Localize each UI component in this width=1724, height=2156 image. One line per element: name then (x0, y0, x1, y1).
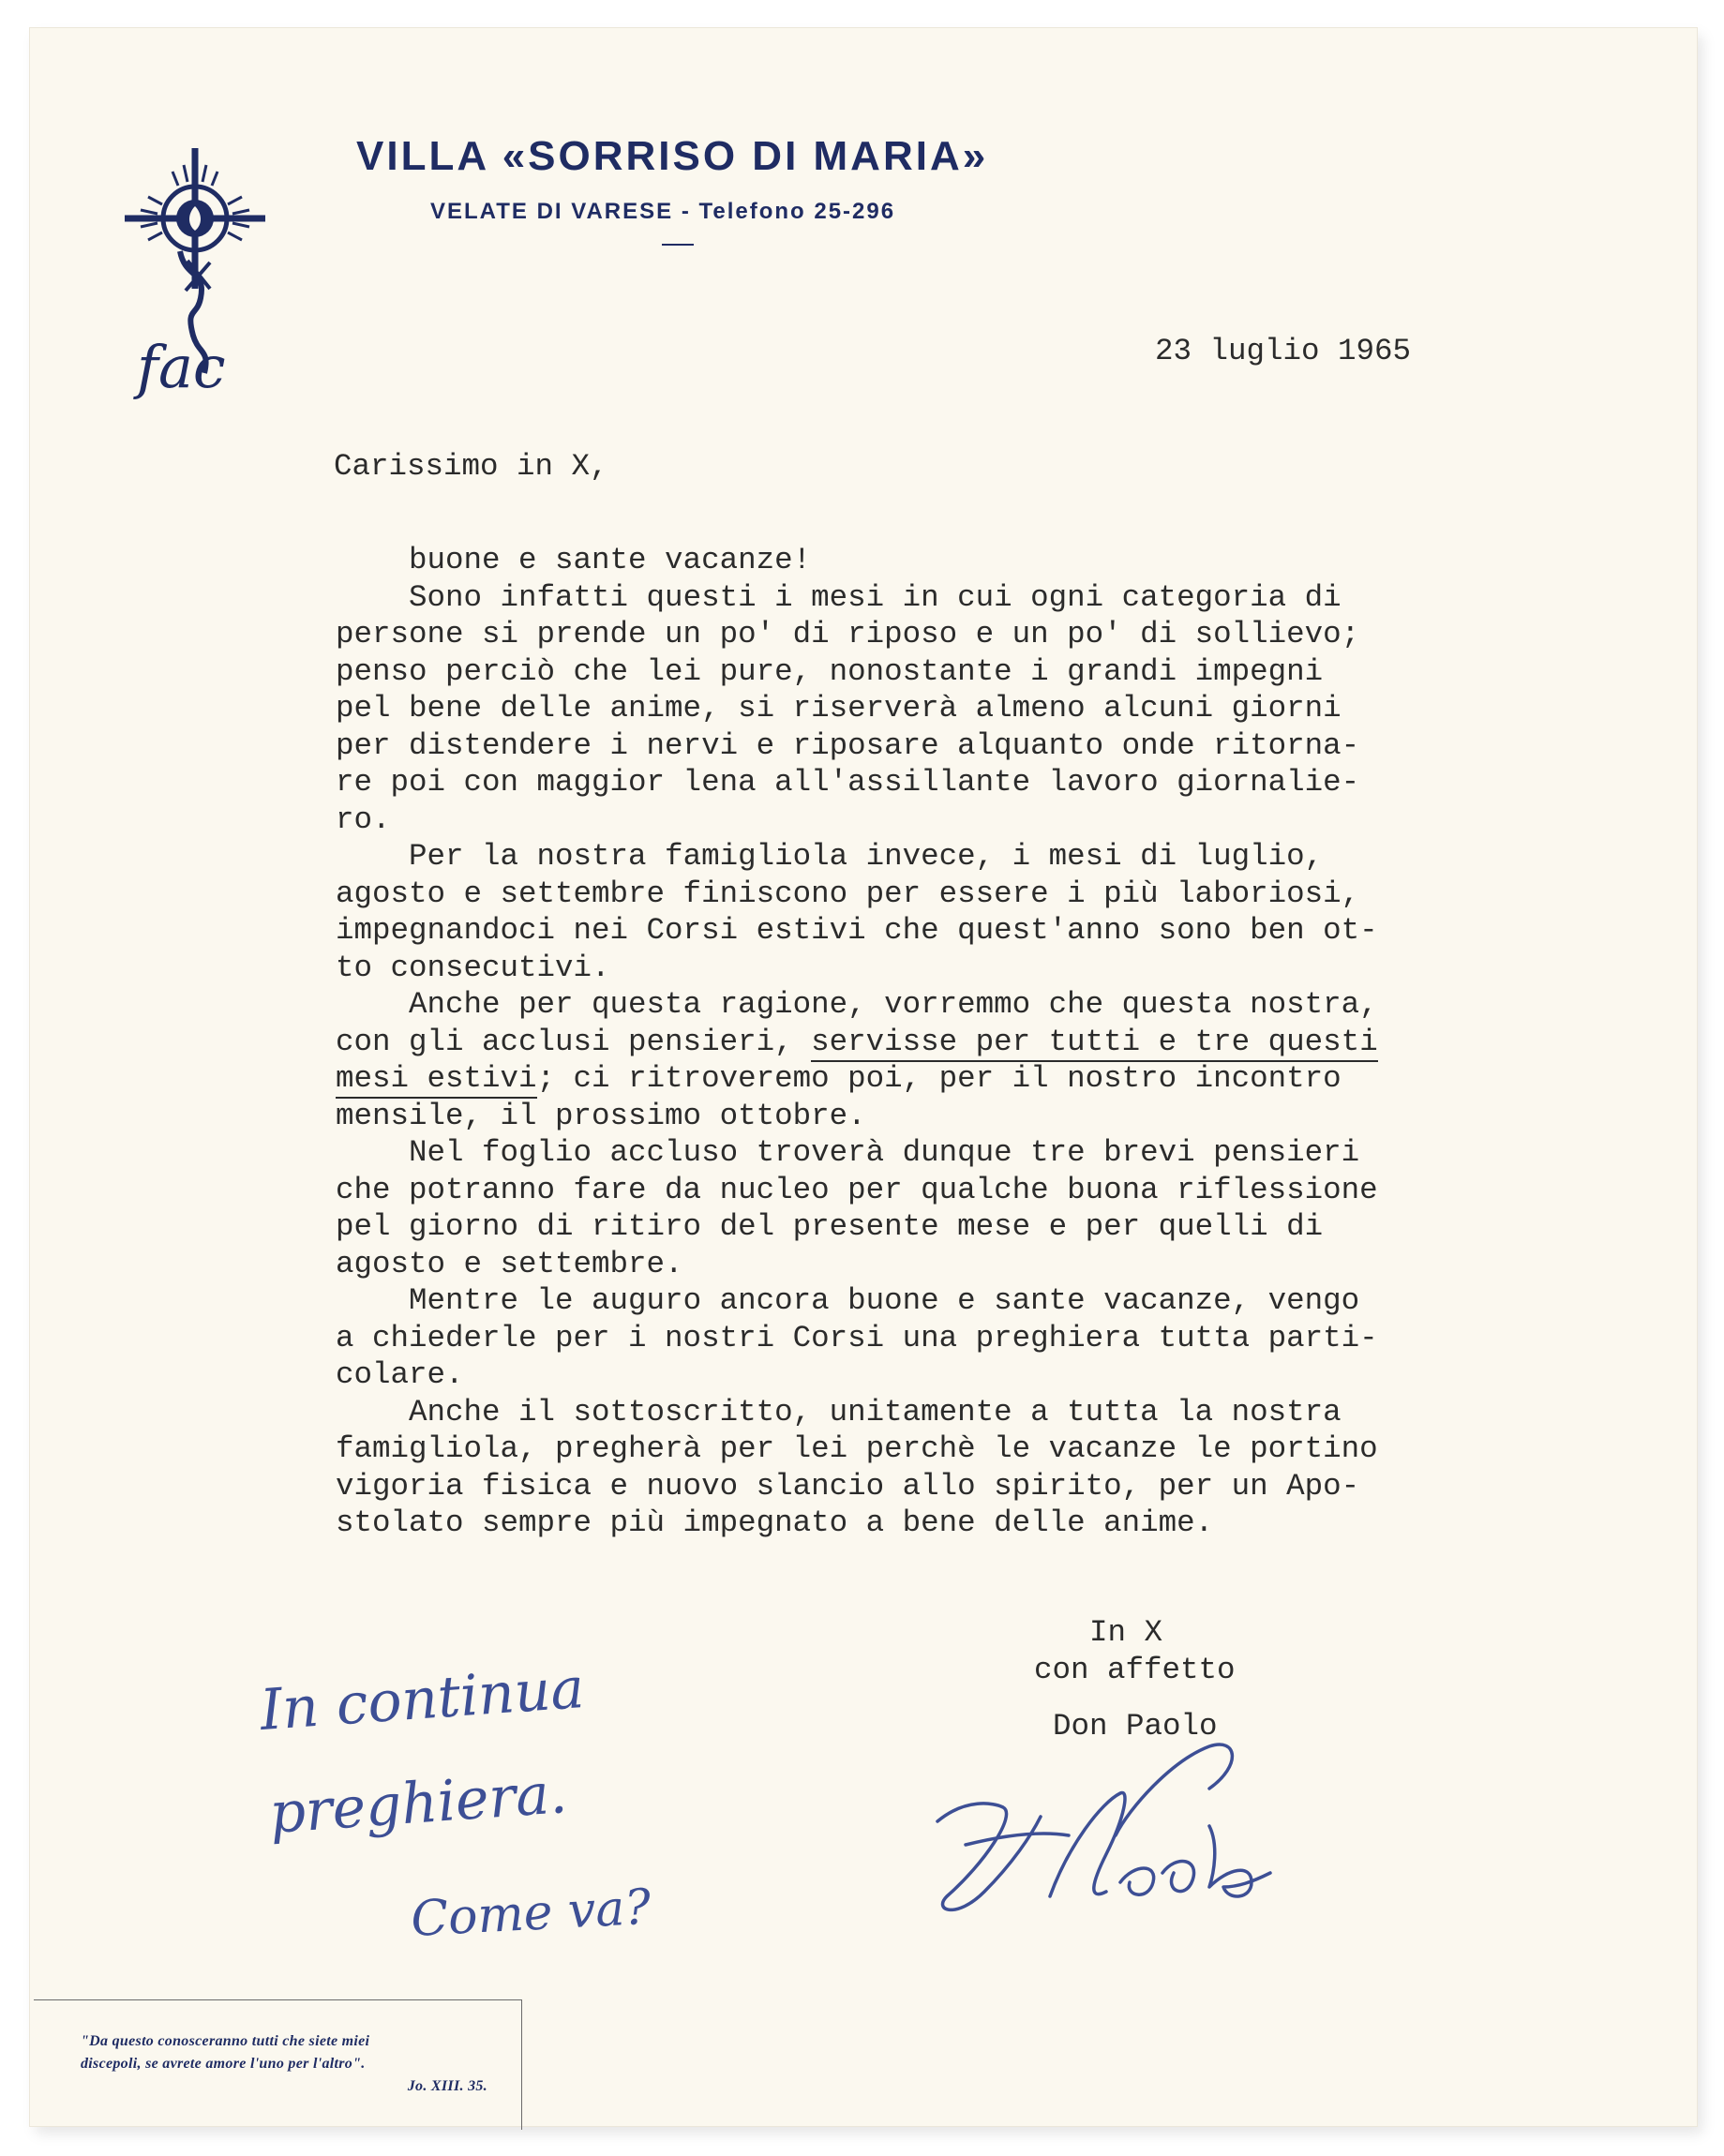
body-line-text: pel giorno di ritiro del presente mese e per quelli di (336, 1209, 1324, 1244)
body-line (336, 986, 1378, 1024)
logo-fac-text: fac (137, 333, 226, 401)
body-line-text: impegnandoci nei Corsi estivi che quest'anno sono ben ot- (336, 913, 1378, 948)
letter-date: 23 luglio 1965 (1155, 334, 1412, 368)
letter-salutation: Carissimo in X, (334, 449, 608, 484)
body-line (336, 1356, 1378, 1394)
body-line (336, 1134, 1378, 1172)
handwritten-line-2: preghiera. (267, 1759, 570, 1847)
letterhead-divider (662, 244, 694, 246)
body-line-text: per distendere i nervi e riposare alquanto onde ritorna- (336, 727, 1360, 763)
body-line-text: Mentre le auguro ancora buone e sante vacanze, vengo (409, 1283, 1360, 1318)
closing-signatory-name: Don Paolo (1053, 1709, 1218, 1744)
body-line-text: mensile, il prossimo ottobre. (336, 1098, 866, 1133)
body-line (336, 1060, 1378, 1098)
closing-line-affetto: con affetto (1034, 1653, 1236, 1687)
body-line (336, 1468, 1378, 1505)
body-line-indent (336, 1283, 409, 1318)
body-line (336, 1024, 1378, 1061)
body-line-text-after: ; ci ritroveremo poi, per il nostro incontro (536, 1061, 1342, 1096)
body-line-text: re poi con maggior lena all'assillante lavoro giornalie- (336, 765, 1360, 800)
body-line-text: agosto e settembre. (336, 1246, 683, 1281)
body-line-indent (336, 1395, 409, 1430)
body-line (336, 876, 1378, 913)
body-line-text: colare. (336, 1357, 464, 1392)
letterhead-title: VILLA «SORRISO DI MARIA» (356, 133, 989, 179)
body-line-indent (336, 839, 409, 874)
body-line-text: con gli acclusi pensieri, (336, 1024, 812, 1059)
body-line-underlined-text: servisse per tutti e tre questi (811, 1025, 1378, 1062)
closing-line-in-x: In X (1089, 1615, 1163, 1650)
body-line-text: Per la nostra famigliola invece, i mesi di luglio, (409, 839, 1324, 874)
footer-quote-line-2: discepoli, se avrete amore l'uno per l'altro". (81, 2056, 366, 2072)
handwritten-signature (928, 1732, 1303, 1939)
footer-quote-line-1: "Da questo conosceranno tutti che siete miei (81, 2033, 370, 2049)
body-line-text: stolato sempre più impegnato a bene delle anime. (336, 1505, 1214, 1540)
body-line-text: agosto e settembre finiscono per essere i più laboriosi, (336, 876, 1360, 911)
body-line (336, 1505, 1378, 1542)
body-line-indent (336, 987, 409, 1022)
body-line (336, 727, 1378, 765)
body-line (336, 542, 1378, 579)
letterhead-address: VELATE DI VARESE - Telefono 25-296 (430, 199, 896, 224)
body-line-text: Nel foglio accluso troverà dunque tre brevi pensieri (409, 1135, 1360, 1170)
body-line (336, 838, 1378, 876)
body-line-indent (336, 580, 409, 615)
body-line (336, 1430, 1378, 1468)
body-line-text: famigliola, pregherà per lei perchè le vacanze le portino (336, 1431, 1378, 1466)
body-line (336, 1098, 1378, 1135)
body-line (336, 1246, 1378, 1283)
body-line-text: Sono infatti questi i mesi in cui ogni categoria di (409, 579, 1342, 615)
body-line-text: che potranno fare da nucleo per qualche buona riflessione (336, 1172, 1378, 1207)
body-line-text: to consecutivi. (336, 950, 610, 985)
body-line (336, 579, 1378, 617)
footer-quote-reference: Jo. XIII. 35. (407, 2078, 487, 2094)
body-line (336, 1320, 1378, 1357)
body-line-underlined-text: mesi estivi (336, 1061, 537, 1099)
body-line-text: ro. (336, 801, 391, 837)
body-line-text: persone si prende un po' di riposo e un po' di sollievo; (336, 617, 1360, 651)
cross-emblem-logo (120, 148, 270, 429)
body-line (336, 653, 1378, 691)
body-line (336, 1394, 1378, 1431)
body-line (336, 1208, 1378, 1246)
body-line (336, 912, 1378, 950)
handwritten-line-1: In continua (258, 1655, 587, 1744)
body-line-text: vigoria fisica e nuovo slancio allo spirito, per un Apo- (336, 1468, 1360, 1504)
body-line-indent (336, 1135, 409, 1170)
body-line-text: buone e sante vacanze! (409, 543, 812, 577)
body-line-text: penso perciò che lei pure, nonostante i grandi impegni (336, 653, 1324, 689)
handwritten-note (258, 1655, 750, 1987)
body-line-text: pel bene delle anime, si riserverà almeno alcuni giorni (336, 691, 1342, 726)
body-line (336, 1282, 1378, 1320)
body-line-text: Anche per questa ragione, vorremmo che questa nostra, (409, 987, 1378, 1022)
body-line (336, 1172, 1378, 1209)
body-line (336, 801, 1378, 839)
letter-body (336, 542, 1378, 1542)
body-line-text: Anche il sottoscritto, unitamente a tutta la nostra (409, 1394, 1342, 1430)
body-line (336, 764, 1378, 801)
body-line (336, 950, 1378, 987)
handwritten-line-3: Come va? (409, 1879, 652, 1948)
body-line-indent (336, 543, 409, 577)
body-line (336, 690, 1378, 727)
body-line (336, 616, 1378, 653)
footer-quote (81, 2030, 487, 2098)
body-line-text: a chiederle per i nostri Corsi una preghiera tutta parti- (336, 1320, 1378, 1355)
